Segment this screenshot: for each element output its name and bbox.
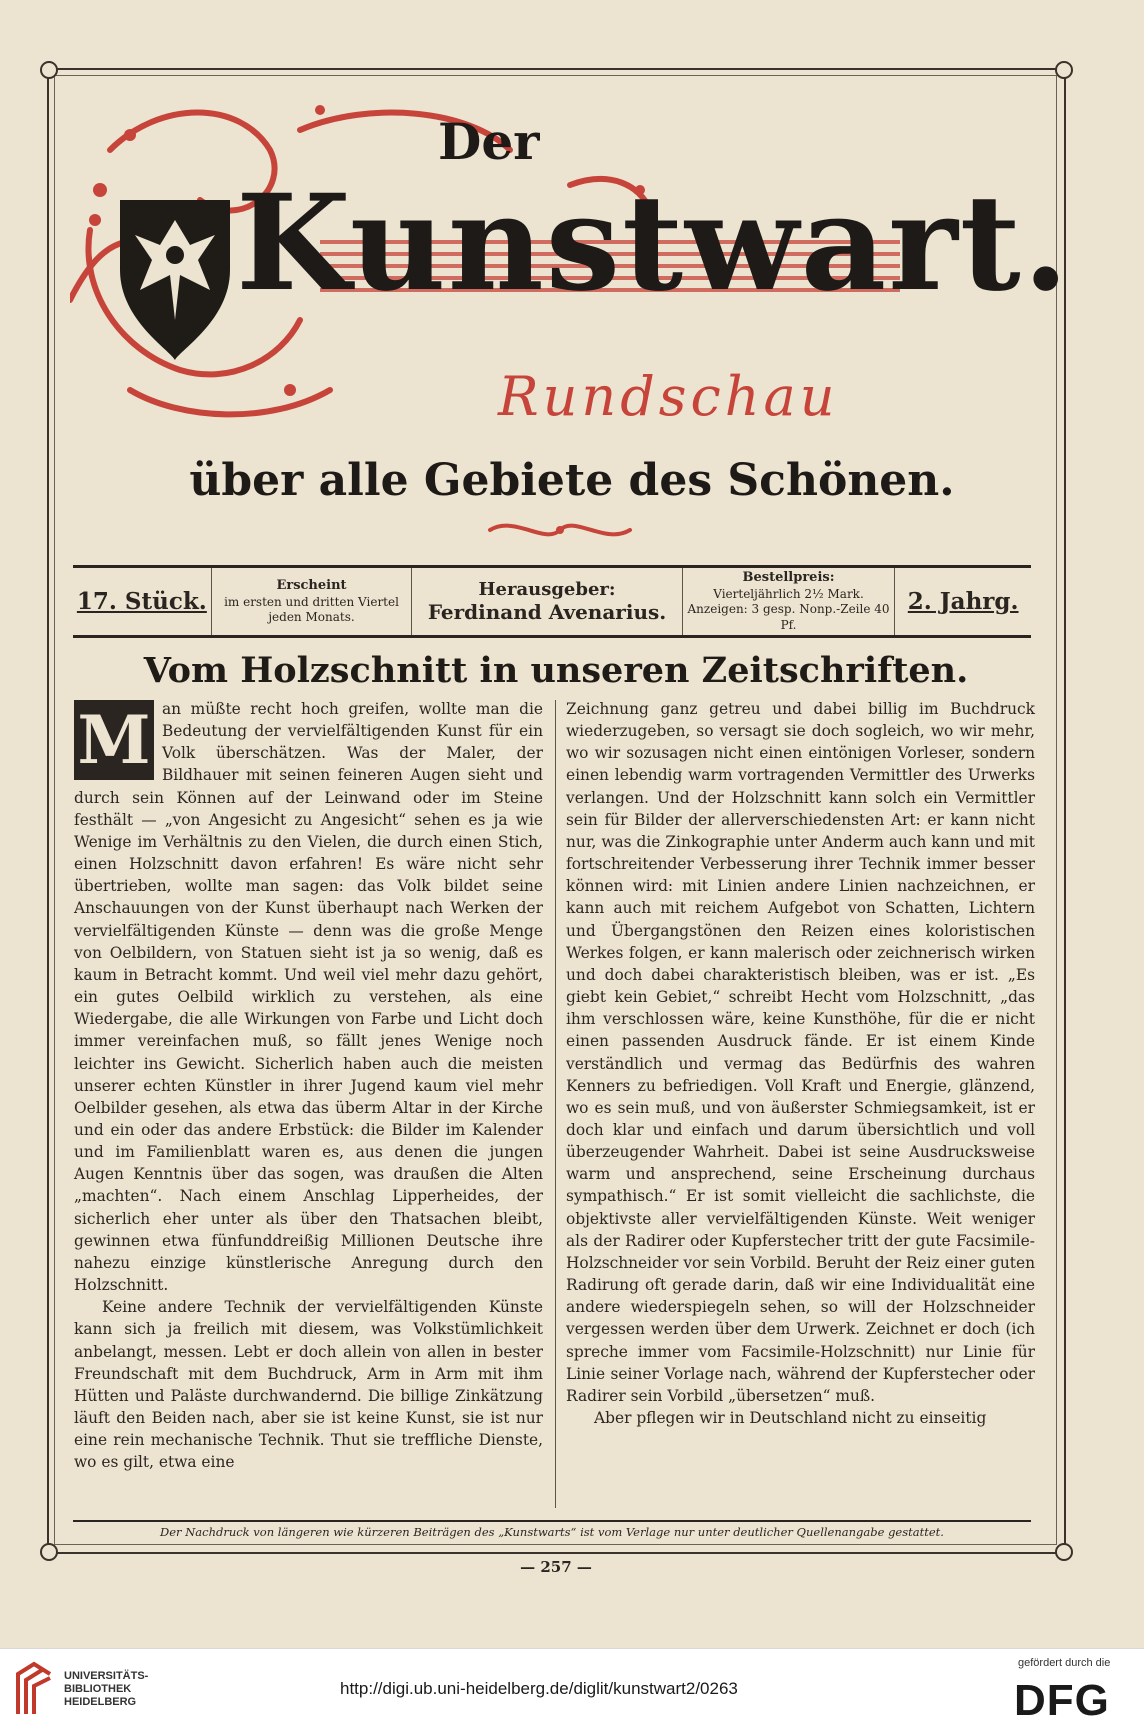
issue-number [73, 568, 211, 635]
paragraph-text: an müßte recht hoch greifen, wollte man die Bedeutung der vervielfältigenden Kunst für ein Volk überschätzen. Was der Maler, der Bildhauer mit seinen feineren Augen sieht und durch sein Können auf der Leinwand oder im Steine festhält — „von Angesicht zu Angesicht“ sehen es ja wie Wenige im Verhältnis zu den Vielen, die durch einen Stich, einen Holzschnitt davon erfahren! Es wäre nicht sehr übertrieben, wollte man sagen: das Volk bildet seine Anschauungen von der Kunst überhaupt nach Werken der vervielfältigenden Künste — denn was die große Menge von Oelbildern, von Statuen sieht ist ja so wenig, daß es kaum in Betracht kommt. Und weil viel mehr dazu gehört, ein gutes Oelbild wirklich zu verstehen, als eine Wiedergabe, die alle Wirkungen von Farbe und Licht doch immer vereinfachen muß, so fällt jenes Wenige noch leichter ins Gewicht. Sicherlich haben auch die meisten unserer echten Künstler in ihrer Jugend kaum viel mehr Oelbilder gesehen, als etwa das überm Altar in der Kirche und ein oder das andere Erbstück: die Bilder im Kalender und im Familienblatt waren es, aus denen die jungen Augen Kenntnis über das sogen, was draußen die Alten „machten“. Nach einem Anschlag Lipperheides, der sicherlich eher unter als über den Thatsachen bleibt, gewinnen etwa fünfunddreißig Millionen Deutsche ihre nahezu einzige künstlerische Anregung durch den Holzschnitt. [74, 700, 543, 1295]
page-number: — 257 — [520, 1558, 592, 1576]
volume-year [894, 568, 1031, 635]
masthead-rundschau: Rundschau [498, 365, 839, 428]
masthead-subtitle: über alle Gebiete des Schönen. [189, 455, 955, 506]
article-paragraph: Keine andere Technik der vervielfältigenden Künste kann sich ja freilich mit diesem, was Volkstümlichkeit anbelangt, messen. Lebt er doch allein von allen in bester Freundschaft mit dem Buchdruck, Arm in Arm mit ihm Hütten und Paläste durchwandernd. Die billige Zinkätzung läuft den Beiden nach, aber sie ist keine Kunst, sie ist nur eine rein mechanische Technik. Thut sie treffliche Dienste, wo es gilt, etwa eine [74, 1298, 543, 1472]
publication-schedule [211, 568, 412, 635]
footnote-rule [73, 1520, 1031, 1522]
reprint-notice: Der Nachdruck von längeren wie kürzeren Beiträgen des „Kunstwarts“ ist vom Verlage nur unter deutlicher Quellenangabe gestattet. [160, 1525, 944, 1539]
library-banner [0, 1648, 1144, 1732]
editor-name: Ferdinand Avenarius. [427, 600, 667, 624]
ub-name-line-1: UNIVERSITÄTS- [64, 1670, 149, 1682]
schedule-line-2: jeden Monats. [268, 609, 355, 624]
frame-corner-ornament [40, 61, 58, 79]
dfg-logo: DFG [1014, 1676, 1110, 1725]
article-column-right [566, 698, 1035, 1429]
masthead-title: Kunstwart. [236, 166, 1071, 321]
article-paragraph: Zeichnung ganz getreu und dabei billig im Buchdruck wiederzugeben, so versagt sie doch sogleich, wo wir mehr, wo wir sozusagen nicht einen eintönigen Vorleser, sondern einen lebendig warm vortragenden Vermittler des Urwerks verlangen. Und der Holzschnitt kann solch ein Vermittler sein für Bilder der allerverschiedensten Art: er kann nicht nur, was die Zinkographie unter Anderm auch kann und mit fortschreitender Verbesserung ihrer Technik immer besser können wird: mit Linien andere Linien nachzeichnen, er kann auch mit reichem Aufgebot von Schatten, Lichtern und Übergangstönen den Reizen eines koloristischen Werkes folgen, er kann malerisch oder zeichnerisch wirken und doch dabei charakteristisch bleiben, was er ist. „Es giebt kein Gebiet,“ schreibt Hecht vom Holzschnitt, „das ihm verschlossen wäre, keine Kunsthöhe, für die er nicht einen passenden Ausdruck fände. Er ist einem Kinde verständlich und vermag das Bedürfnis des wahren Kenners zu befriedigen. Voll Kraft und Energie, glänzend, wo es sein muß, und von äußerster Schmiegsamkeit, ist er doch klar und einfach und darum übersichtlich und voll überzeugender Wahrheit. Dabei ist seine Ausdrucksweise warm und ansprechend, seine Erscheinung durchaus sympathisch.“ Er ist somit vielleicht die sachlichste, die objektivste aller vervielfältigenden Künste. Weit weniger als der Radirer oder Kupferstecher tritt der gute Facsimile-Holzschneider vor sein Vorbild. Beruht der Reiz einer guten Radirung oft gerade darin, daß wir eine Individualität eine andere wiederspiegeln sehen, so will der Holzschneider vergessen werden über dem Urwerk. Zeichnet er doch (ich spreche immer vom Facsimile-Holzschnitt) nur Linie für Linie seiner Vorlage nach, während der Kupferstecher oder Radirer sein Vorbild „übersetzen“ muß. [566, 700, 1035, 1405]
volume-year-text: 2. Jahrg. [907, 588, 1019, 615]
issue-info-bar [73, 565, 1031, 638]
price-heading: Bestellpreis: [742, 569, 835, 585]
issue-number-text: 17. Stück. [76, 588, 207, 615]
schedule-line-1: im ersten und dritten Viertel [224, 594, 399, 609]
permalink-url[interactable]: http://digi.ub.uni-heidelberg.de/diglit/kunstwart2/0263 [340, 1679, 738, 1698]
ub-heidelberg-name [64, 1670, 148, 1709]
subscription-price [682, 568, 895, 635]
drop-cap: M [74, 700, 154, 780]
price-line-2: Anzeigen: 3 gesp. Nonp.-Zeile 40 Pf. [687, 602, 890, 632]
frame-corner-ornament [1055, 61, 1073, 79]
price-line-1: Vierteljährlich 2½ Mark. [713, 586, 864, 601]
ub-heidelberg-logo-icon [14, 1660, 54, 1718]
funding-note: gefördert durch die [1018, 1657, 1111, 1669]
masthead-flourish [485, 515, 635, 545]
editor-heading: Herausgeber: [478, 579, 616, 600]
article-headline: Vom Holzschnitt in unseren Zeitschriften. [143, 650, 969, 691]
article-paragraph: Aber pflegen wir in Deutschland nicht zu einseitig [594, 1409, 987, 1427]
masthead-der: Der [438, 112, 540, 171]
ub-name-line-2: BIBLIOTHEK [64, 1683, 132, 1695]
editor-info [411, 568, 681, 635]
column-divider [555, 700, 556, 1508]
schedule-heading: Erscheint [276, 578, 347, 594]
article-column-left [74, 698, 543, 1473]
article-paragraph [74, 698, 543, 1296]
ub-name-line-3: HEIDELBERG [64, 1696, 137, 1708]
